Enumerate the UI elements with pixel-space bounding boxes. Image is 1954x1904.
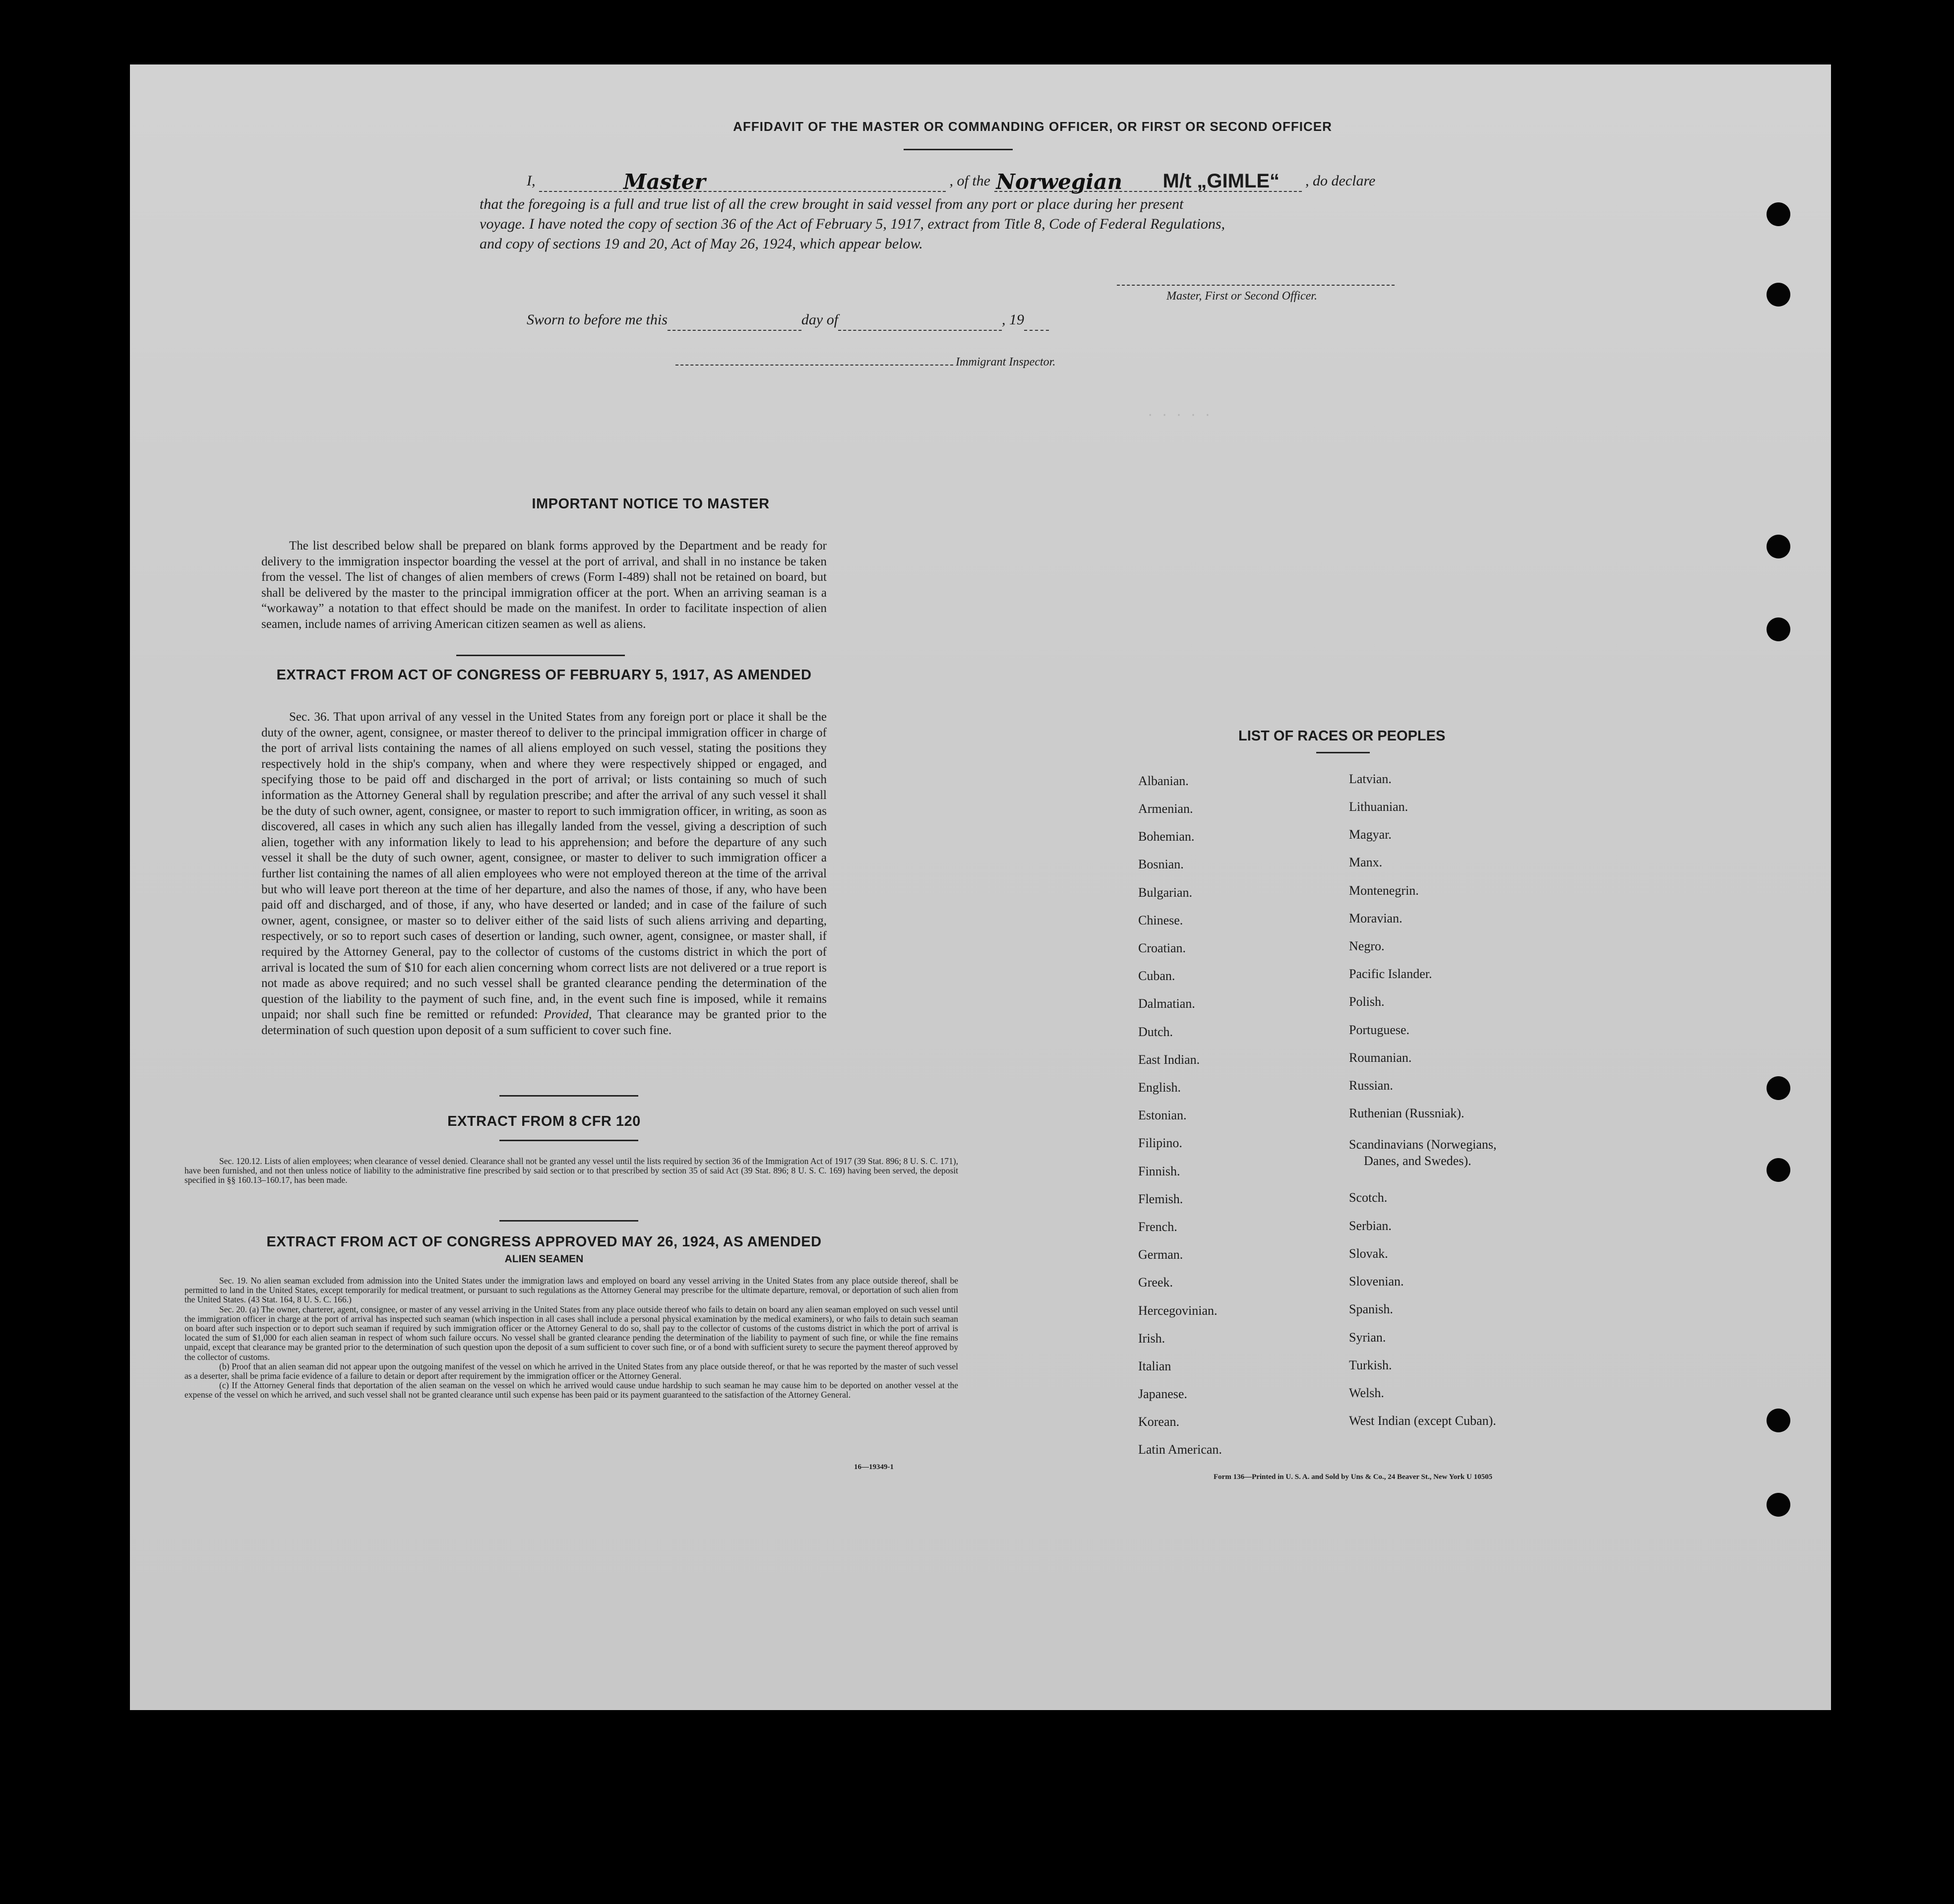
document-page bbox=[130, 64, 1831, 1710]
act-1917-text: That upon arrival of any vessel in the United States from any foreign port or place it shall be the duty of the owner, agent, consignee, or master thereof to deliver to the principal immigration officer in charge of the port of arrival lists containing the names of all aliens employed on such vessel, stating the positions they respectively hold in the ship's company, when and where they were respectively shipped or engaged, and specifying those to be paid off and discharged in the port of arrival; or lists containing so much of such information as the Attorney General shall by regulation prescribe; and after the arrival of any such vessel it shall be the duty of such owner, agent, consignee, or master to report to such immigration officer, in writing, as soon as discovered, all cases in which any such alien has illegally landed from the vessel, giving a description of such alien, together with any information likely to lead to his apprehension; and before the departure of any such vessel it shall be the duty of such owner, agent, consignee, or master to deliver to such immigration officer a further list containing the names of all alien employees who were not employed thereon at the time of the arrival but who will leave port thereon at the time of her departure, and also the names of those, if any, who have been paid off and discharged, and of those, if any, who have deserted or landed; and in case of the failure of such owner, agent, consignee, or master so to deliver either of the said lists of such aliens arriving and departing, respectively, or so to report such cases of desertion or landing, such owner, agent, consignee, or master shall, if required by the Attorney General, pay to the collector of customs of the customs district in which the port of arrival is located the sum of $10 for each alien concerning whom correct lists are not delivered or a true report is not made as above required; and no such vessel shall be granted clearance pending the determination of the question of the liability to the payment of such fine, and, in the event such fine is imposed, while it remains unpaid; nor shall such fine be remitted or refunded: bbox=[261, 710, 827, 1022]
cfr-text: Lists of alien employees; when clearance of vessel denied. Clearance shall not be granted any vessel until the lists required by section 36 of the Immigration Act of 1917 (39 Stat. 896; 8 U. S. C. 171), have been furnished, and not then unless notice of liability to the administrative fine prescribed by said section or to that prescribed by section 35 of said Act (39 Stat. 896; 8 U. S. C. 169) having been served, the deposit specified in §§ 160.13–160.17, has been made. bbox=[184, 1156, 959, 1185]
punch-hole bbox=[1767, 202, 1790, 226]
race-left: Chinese. bbox=[1138, 913, 1183, 927]
do-declare-label: , do declare bbox=[1305, 173, 1376, 189]
race-right: Russian. bbox=[1349, 1078, 1393, 1093]
race-right: Lithuanian. bbox=[1349, 799, 1408, 814]
race-right: Latvian. bbox=[1349, 772, 1392, 786]
signature-line bbox=[1117, 285, 1395, 286]
race-right: West Indian (except Cuban). bbox=[1349, 1413, 1496, 1428]
notice-title: IMPORTANT NOTICE TO MASTER bbox=[532, 496, 770, 512]
race-left: East Indian. bbox=[1138, 1052, 1200, 1067]
race-left: French. bbox=[1138, 1220, 1177, 1234]
race-left: Estonian. bbox=[1138, 1108, 1187, 1122]
sec-20c: (c) If the Attorney General finds that deportation of the alien seaman on the vessel on which he arrived would cause undue hardship to such seaman he may cause him to be deported on another vessel at the expense of the vessel on which he arrived, and such vessel shall not be granted clearance until such expense has been paid or its payment guaranteed to the satisfaction of the Attorney General. bbox=[184, 1380, 958, 1400]
bleedthrough-text: · · · · · bbox=[1147, 408, 1212, 422]
act-1917-sec-label: Sec. 36. bbox=[289, 710, 330, 724]
race-right: Montenegrin. bbox=[1349, 883, 1419, 898]
act-1917-section-36 bbox=[261, 709, 827, 1038]
race-left: Croatian. bbox=[1138, 941, 1186, 955]
race-right: Scandinavians (Norwegians, bbox=[1349, 1137, 1497, 1152]
sworn-year-blank bbox=[1024, 310, 1049, 331]
of-the-label: , of the bbox=[949, 173, 990, 189]
affidavit-body bbox=[480, 194, 1571, 254]
race-right: Serbian. bbox=[1349, 1219, 1392, 1233]
punch-hole bbox=[1767, 1158, 1790, 1182]
act-1924-sections bbox=[184, 1276, 958, 1400]
race-left: Dalmatian. bbox=[1138, 996, 1195, 1011]
race-left: Irish. bbox=[1138, 1331, 1165, 1346]
punch-hole bbox=[1767, 283, 1790, 307]
race-right: Moravian. bbox=[1349, 911, 1403, 925]
sec-19 bbox=[184, 1276, 958, 1305]
signature-caption: Master, First or Second Officer. bbox=[1166, 290, 1317, 303]
provided-label: Provided, bbox=[544, 1008, 592, 1022]
act-1917-text-end: That clearance may be granted prior to the determination of such question upon deposit of a sum sufficient to cover such fine. bbox=[261, 1008, 827, 1037]
act-1924-subtitle: ALIEN SEAMEN bbox=[504, 1253, 584, 1265]
notice-divider bbox=[456, 655, 625, 656]
race-right: Turkish. bbox=[1349, 1358, 1392, 1372]
affidavit-line-1 bbox=[527, 171, 1593, 192]
races-title-underline bbox=[1316, 752, 1370, 753]
race-right: Polish. bbox=[1349, 994, 1385, 1009]
race-left: English. bbox=[1138, 1080, 1181, 1095]
race-left: Armenian. bbox=[1138, 801, 1193, 816]
race-right: Magyar. bbox=[1349, 827, 1392, 842]
race-left: Japanese. bbox=[1138, 1387, 1187, 1401]
sworn-day-blank bbox=[668, 310, 801, 331]
cfr-title-underline bbox=[499, 1140, 638, 1141]
race-right: Slovenian. bbox=[1349, 1274, 1404, 1289]
handwritten-vessel-nationality: Norwegian bbox=[996, 170, 1122, 194]
race-left: Hercegovinian. bbox=[1138, 1303, 1218, 1318]
act-1917-title: EXTRACT FROM ACT OF CONGRESS OF FEBRUARY 5, 1917, AS AMENDED bbox=[276, 667, 812, 683]
sworn-month-blank bbox=[838, 310, 1002, 331]
race-left: Latin American. bbox=[1138, 1442, 1222, 1457]
inspector-caption: Immigrant Inspector. bbox=[956, 356, 1056, 369]
cfr-section-120-12 bbox=[184, 1157, 958, 1185]
race-right: Spanish. bbox=[1349, 1302, 1393, 1316]
race-left: Bulgarian. bbox=[1138, 885, 1193, 900]
form-footer: Form 136—Printed in U. S. A. and Sold by Uns & Co., 24 Beaver St., New York U 10505 bbox=[1214, 1473, 1493, 1481]
race-right: Manx. bbox=[1349, 855, 1383, 869]
sec-20a-text: (a) The owner, charterer, agent, consignee, or master of any vessel arriving in the United States from any place outside thereof who fails to detain on board any alien seaman employed on such vessel until the immigration officer in charge at the port of arrival has inspected such seaman (which inspection in all cases shall include a personal physical examination by the medical examiners), or who fails to detain such seaman on board after such inspection or to deport such seaman if required by such immigration officer or the Attorney General to do so, shall pay to the collector of customs of the customs district in which the port of arrival is located the sum of $1,000 for each alien seaman in respect of whom such failure occurs. No vessel shall be granted clearance pending the determination of the liability to payment of such fine, or while the fine remains unpaid, except that clearance may be granted prior to the determination of such question upon the deposit of a sum sufficient to cover such fine, or of a bond with sufficient surety to secure the payment thereof approved by the collector of customs. bbox=[184, 1304, 959, 1362]
title-divider bbox=[904, 149, 1013, 150]
sworn-prefix: Sworn to before me this bbox=[527, 311, 668, 328]
race-right: Portuguese. bbox=[1349, 1023, 1410, 1037]
punch-hole bbox=[1767, 1493, 1790, 1517]
sec-20a bbox=[184, 1305, 958, 1362]
punch-hole bbox=[1767, 1409, 1790, 1432]
race-right: Negro. bbox=[1349, 939, 1385, 953]
name-blank bbox=[539, 171, 946, 192]
race-right: Slovak. bbox=[1349, 1246, 1388, 1261]
handwritten-name: Master bbox=[623, 170, 706, 194]
affidavit-body-line-3: and copy of sections 19 and 20, Act of May 26, 1924, which appear below. bbox=[480, 236, 923, 252]
punch-hole bbox=[1767, 535, 1790, 558]
inspector-signature-line bbox=[675, 365, 953, 366]
race-left: Greek. bbox=[1138, 1275, 1173, 1290]
cfr-sec-label: Sec. 120.12. bbox=[219, 1156, 262, 1166]
race-left: Cuban. bbox=[1138, 969, 1175, 983]
cfr-title: EXTRACT FROM 8 CFR 120 bbox=[447, 1113, 641, 1129]
sec-20b: (b) Proof that an alien seaman did not appear upon the outgoing manifest of the vessel on which he arrived in the United States from any place outside thereof, or that he was reported by the master of such vessel as a deserter, shall be prima facie evidence of a failure to detain or deport after requirement by the immigration officer or the Attorney General. bbox=[184, 1361, 958, 1381]
year-prefix: , 19 bbox=[1002, 311, 1025, 328]
vessel-blank bbox=[994, 171, 1302, 192]
race-right: Pacific Islander. bbox=[1349, 967, 1432, 981]
sworn-line bbox=[527, 310, 1049, 331]
punch-hole bbox=[1767, 1076, 1790, 1100]
sec-19-text: No alien seaman excluded from admission into the United States under the immigration laws and employed on board any vessel arriving in the United States from any place outside thereof, shall be permitted to land in the United States, except temporarily for medical treatment, or pursuant to such regulations as the Attorney General may prescribe for the ultimate departure, removal, or deportation of such alien from the United States. (43 Stat. 164, 8 U. S. C. 166.) bbox=[184, 1276, 958, 1305]
races-title: LIST OF RACES OR PEOPLES bbox=[1238, 728, 1446, 744]
race-left: Filipino. bbox=[1138, 1136, 1182, 1150]
race-left: Bohemian. bbox=[1138, 829, 1195, 844]
affidavit-body-line-2: voyage. I have noted the copy of section 36 of the Act of February 5, 1917, extract from Title 8, Code of Federal Regulations, bbox=[480, 216, 1225, 232]
affidavit-title: AFFIDAVIT OF THE MASTER OR COMMANDING OFFICER, OR FIRST OR SECOND OFFICER bbox=[733, 119, 1332, 134]
print-code: 16—19349-1 bbox=[854, 1463, 894, 1471]
act-1917-divider bbox=[499, 1095, 638, 1097]
punch-hole bbox=[1767, 617, 1790, 641]
race-left: Korean. bbox=[1138, 1414, 1180, 1429]
race-right: Ruthenian (Russniak). bbox=[1349, 1106, 1465, 1120]
race-left: Bosnian. bbox=[1138, 857, 1184, 871]
race-left: Albanian. bbox=[1138, 774, 1189, 788]
race-right: Welsh. bbox=[1349, 1386, 1384, 1400]
race-right: Roumanian. bbox=[1349, 1050, 1412, 1065]
sec-19-label: Sec. 19. bbox=[219, 1276, 248, 1286]
race-right: Syrian. bbox=[1349, 1330, 1386, 1345]
affidavit-body-line-1: that the foregoing is a full and true list of all the crew brought in said vessel from any port or place during her present bbox=[480, 196, 1184, 212]
sec-20-label: Sec. 20. bbox=[219, 1304, 247, 1314]
race-left: Italian bbox=[1138, 1359, 1171, 1373]
cfr-divider bbox=[499, 1220, 638, 1222]
vessel-name-stamp: M/t „GIMLE“ bbox=[1162, 170, 1280, 192]
race-left: German. bbox=[1138, 1247, 1183, 1262]
race-left: Dutch. bbox=[1138, 1025, 1173, 1039]
i-label: I, bbox=[527, 173, 536, 189]
race-right: Danes, and Swedes). bbox=[1364, 1154, 1471, 1168]
notice-text: The list described below shall be prepared on blank forms approved by the Department and be ready for delivery to the immigration inspector boarding the vessel at the port of arrival, and shall in no instance be taken from the vessel. The list of changes of alien members of crews (Form I-489) shall not be retained on board, but shall be delivered by the master to the principal immigration officer at the port. When an arriving seaman is a “workaway” a notation to that effect should be made on the manifest. In order to facilitate inspection of alien seamen, include names of arriving American citizen seamen as well as aliens. bbox=[261, 539, 827, 631]
race-left: Flemish. bbox=[1138, 1192, 1183, 1206]
act-1924-title: EXTRACT FROM ACT OF CONGRESS APPROVED MAY 26, 1924, AS AMENDED bbox=[266, 1234, 822, 1250]
day-of-label: day of bbox=[801, 311, 839, 328]
race-left: Finnish. bbox=[1138, 1164, 1180, 1178]
race-right: Scotch. bbox=[1349, 1190, 1388, 1205]
